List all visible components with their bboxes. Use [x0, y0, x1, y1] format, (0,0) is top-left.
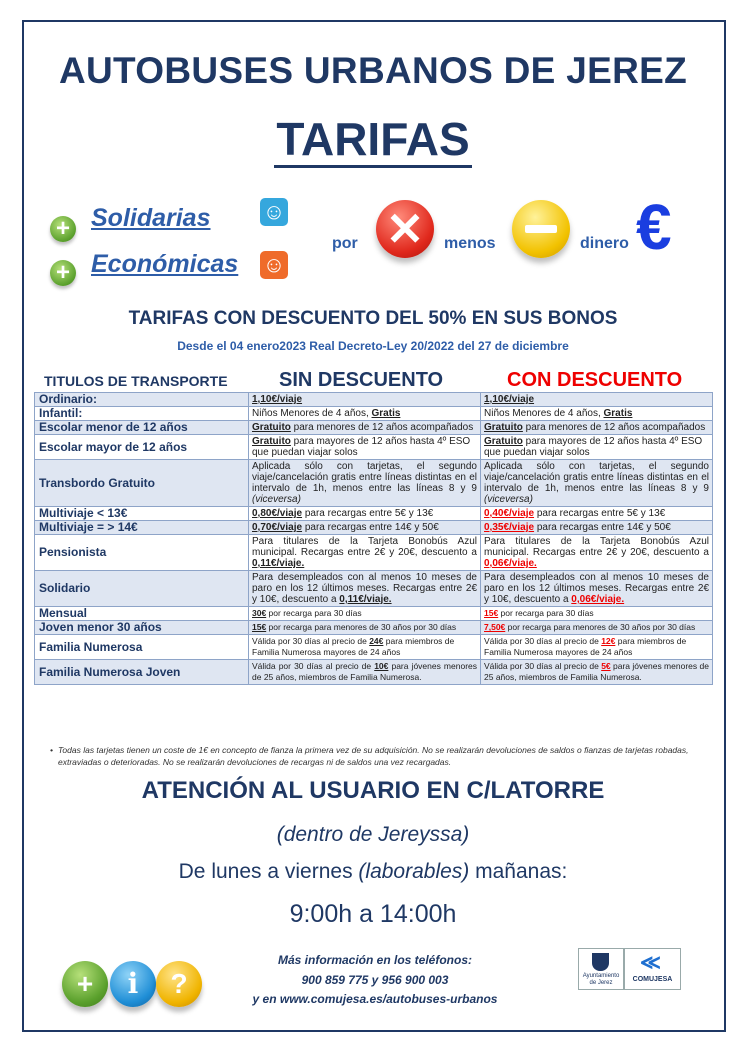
fare-text: para recargas entre 5€ y 13€ — [302, 508, 434, 519]
plus-icon: + — [50, 216, 76, 242]
fare-text: Válida por 30 días al precio de — [484, 661, 602, 671]
fare-value: 1,10€/viaje — [252, 394, 303, 405]
row-label: Ordinario: — [35, 393, 249, 407]
fare-value: Gratis — [603, 408, 633, 419]
fare-text: Para desempleados con al menos 10 meses de paro en los 12 últimos meses. Recargas entre 2€ y 10€, descuento a — [484, 572, 709, 605]
fare-value: 30€ — [252, 608, 267, 618]
comujesa-logo — [624, 948, 681, 990]
question-icon: ? — [156, 961, 202, 1007]
euro-icon: € — [636, 191, 672, 263]
logo-text: Ayuntamiento — [582, 973, 620, 979]
fare-text: para miembros de Familia Numerosa mayores de 24 años — [252, 636, 455, 657]
fare-value: 15€ — [484, 608, 499, 618]
col-sin-descuento: SIN DESCUENTO — [279, 369, 444, 391]
fare-text: Válida por 30 días al precio de — [484, 636, 602, 646]
fare-value: 0,11€/viaje. — [252, 558, 305, 569]
comujesa-mark-icon: ≪ — [640, 952, 661, 974]
fare-value: 0,06€/viaje. — [571, 594, 625, 605]
fare-value: 12€ — [601, 636, 616, 646]
fare-value: 0,06€/viaje. — [484, 558, 537, 569]
fare-text: por recarga para 30 días — [498, 608, 594, 618]
fare-value: 7,50€ — [484, 622, 506, 632]
fare-value: 5€ — [601, 661, 611, 671]
row-label: Multiviaje = > 14€ — [35, 521, 249, 535]
row-label: Transbordo Gratuito — [35, 460, 249, 507]
table-row — [35, 635, 713, 660]
info-website[interactable]: y en www.comujesa.es/autobuses-urbanos — [252, 992, 498, 1006]
fare-text: Válida por 30 días al precio de — [252, 636, 370, 646]
fare-text: para recargas entre 14€ y 50€ — [534, 522, 671, 533]
col-titulos: TITULOS DE TRANSPORTE — [44, 373, 228, 389]
logo-text: COMUJESA — [632, 976, 673, 983]
table-row — [35, 621, 713, 635]
fare-text: para mayores de 12 años hasta 4º ESO que puedan viajar solos — [252, 436, 471, 458]
info-icon: i — [110, 961, 156, 1007]
fare-value: Gratuito — [484, 422, 523, 433]
smiley-orange-icon: ☺ — [260, 251, 288, 279]
table-row — [35, 407, 713, 421]
word-dinero: dinero — [580, 235, 629, 252]
table-row — [35, 460, 713, 507]
fare-text: por recarga para menores de 30 años por 30 días — [505, 622, 696, 632]
fare-text: Aplicada sólo con tarjetas, el segundo viaje/cancelación gratis entre líneas distintas en el intervalo de 1h, menos entre las líneas 8 y 9 — [484, 461, 709, 494]
table-row — [35, 660, 713, 685]
row-label: Joven menor 30 años — [35, 621, 249, 635]
attention-hours: 9:00h a 14:00h — [289, 900, 457, 928]
shield-icon — [592, 953, 609, 971]
times-icon: ✕ — [376, 200, 434, 258]
attention-location: (dentro de Jereyssa) — [276, 823, 470, 846]
fare-text: Válida por 30 días al precio de — [252, 661, 375, 671]
fare-text: para menores de 12 años acompañados — [290, 422, 474, 433]
word-por: por — [332, 235, 358, 252]
fare-text: Niños Menores de 4 años, — [484, 408, 604, 419]
fare-text: Para titulares de la Tarjeta Bonobús Azul municipal. Recargas entre 2€ y 20€, descuento a — [484, 536, 709, 558]
table-row — [35, 607, 713, 621]
fare-value: 0,11€/viaje. — [339, 594, 392, 605]
fare-text: para mayores de 12 años hasta 4º ESO que puedan viajar solos — [484, 436, 703, 458]
row-label: Multiviaje < 13€ — [35, 507, 249, 521]
row-label: Escolar mayor de 12 años — [35, 435, 249, 460]
fare-text: para miembros de Familia Numerosa mayores de 24 años — [484, 636, 687, 657]
fare-text: para jóvenes menores de 25 años, miembros de Familia Numerosa. — [484, 661, 709, 682]
fare-text: (viceversa) — [484, 494, 533, 505]
table-row — [35, 571, 713, 607]
footnote: • Todas las tarjetas tienen un coste de 1€ en concepto de fianza la primera vez de su adquisición. No se realizarán devoluciones de saldos o fianzas de tarjetas robadas, extraviadas o deterioradas. No se realizarán devoluciones de recargas ni de saldos una vez recargadas. — [50, 745, 689, 767]
fare-value: Gratuito — [252, 422, 291, 433]
row-label: Familia Numerosa — [35, 635, 249, 660]
attention-days: De lunes a viernes (laborables) mañanas: — [178, 860, 568, 883]
row-label: Familia Numerosa Joven — [35, 660, 249, 685]
discount-heading: TARIFAS CON DESCUENTO DEL 50% EN SUS BONOS — [128, 308, 618, 329]
table-row — [35, 507, 713, 521]
fare-value: 1,10€/viaje — [484, 394, 535, 405]
word-menos: menos — [444, 235, 496, 252]
table-row — [35, 393, 713, 407]
page-subtitle: TARIFAS — [0, 112, 746, 166]
fares-table — [34, 392, 713, 685]
discount-since: Desde el 04 enero2023 Real Decreto-Ley 20/2022 del 27 de diciembre — [177, 339, 569, 353]
logo-text: de Jerez — [589, 980, 613, 986]
info-phones: 900 859 775 y 956 900 003 — [301, 973, 449, 987]
fare-value: Gratuito — [252, 436, 291, 447]
plus-icon: + — [62, 961, 108, 1007]
fare-value: 0,80€/viaje — [252, 508, 303, 519]
fare-text: Para titulares de la Tarjeta Bonobús Azul municipal. Recargas entre 2€ y 20€, descuento a — [252, 536, 477, 558]
fare-text: Niños Menores de 4 años, — [252, 408, 372, 419]
row-label: Solidario — [35, 571, 249, 607]
fare-value: 0,70€/viaje — [252, 522, 303, 533]
fare-text: para recargas entre 5€ y 13€ — [534, 508, 666, 519]
fare-text: Para desempleados con al menos 10 meses de paro en los 12 últimos meses. Recargas entre 2€ y 10€, descuento a — [252, 572, 477, 605]
slogan-solidarias: Solidarias — [91, 204, 211, 232]
row-label: Mensual — [35, 607, 249, 621]
table-row — [35, 421, 713, 435]
info-line-1: Más información en los teléfonos: — [277, 953, 473, 967]
footnote-text: Todas las tarjetas tienen un coste de 1€ en concepto de fianza la primera vez de su adquisición. No se realizarán devoluciones de saldos o fianzas de tarjetas robadas, extraviadas o deterioradas. No se realizarán devoluciones de recargas ni de saldos una vez recargadas. — [58, 745, 689, 767]
fare-text: (viceversa) — [252, 494, 301, 505]
fare-value: 15€ — [252, 622, 267, 632]
page-title: AUTOBUSES URBANOS DE JEREZ — [59, 50, 687, 91]
table-row — [35, 435, 713, 460]
fare-value: Gratis — [371, 408, 401, 419]
fare-text: Aplicada sólo con tarjetas, el segundo viaje/cancelación gratis entre líneas distintas en el intervalo de 1h, menos entre las líneas 8 y 9 — [252, 461, 477, 494]
fare-text: para jóvenes menores de 25 años, miembros de Familia Numerosa. — [252, 661, 478, 682]
fare-text: por recarga para 30 días — [266, 608, 362, 618]
table-row — [35, 535, 713, 571]
fare-value: 0,35€/viaje — [484, 522, 535, 533]
attention-title: ATENCIÓN AL USUARIO EN C/LATORRE — [141, 777, 605, 804]
fare-value: 0,40€/viaje — [484, 508, 535, 519]
row-label: Pensionista — [35, 535, 249, 571]
col-con-descuento: CON DESCUENTO — [507, 369, 683, 391]
fare-value: 24€ — [369, 636, 384, 646]
row-label: Escolar menor de 12 años — [35, 421, 249, 435]
plus-icon: + — [50, 260, 76, 286]
fare-value: 10€ — [374, 661, 389, 671]
slogan-economicas: Económicas — [91, 250, 239, 278]
fare-value: Gratuito — [484, 436, 523, 447]
minus-icon — [512, 200, 570, 258]
table-row — [35, 521, 713, 535]
fare-text: para menores de 12 años acompañados — [522, 422, 706, 433]
row-label: Infantil: — [35, 407, 249, 421]
fare-text: por recarga para menores de 30 años por 30 días — [266, 622, 457, 632]
smiley-blue-icon: ☺ — [260, 198, 288, 226]
ayuntamiento-logo — [578, 948, 624, 990]
fare-text: para recargas entre 14€ y 50€ — [302, 522, 439, 533]
